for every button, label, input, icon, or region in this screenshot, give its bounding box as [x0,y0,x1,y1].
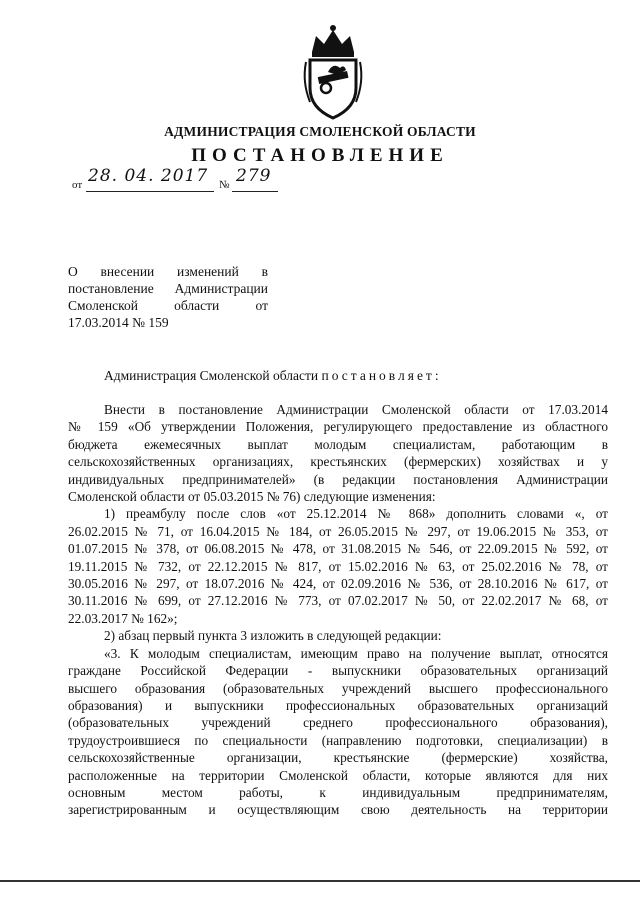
page-bottom-divider [0,880,640,882]
number-label: № [219,179,230,191]
body-line: индивидуальных предпринимателей» (в редакции постановления Администрации [68,471,608,487]
body-line: 30.11.2016 № 699, от 27.12.2016 № 773, от 07.02.2017 № 50, от 22.02.2017 № 68, от [68,593,608,609]
intro-text: Администрация Смоленской области [104,368,322,383]
body-line: основным местом работы, к индивидуальным предпринимателям, [68,784,608,800]
document-body [68,401,608,819]
intro-spaced-word: постановляет: [321,368,442,383]
smolensk-coat-of-arms-icon [298,22,368,122]
subject-line: постановление Администрации [68,281,268,296]
subject-line: 17.03.2014 № 159 [68,315,169,330]
body-line: Внести в постановление Администрации Смоленской области от 17.03.2014 [104,402,608,417]
organization-title: АДМИНИСТРАЦИЯ СМОЛЕНСКОЙ ОБЛАСТИ [164,124,476,139]
date-number-line [72,166,372,194]
body-line: расположенные на территории Смоленской области, которые являются для них [68,767,608,783]
body-line: сельскохозяйственных организациях, крестьянских (фермерских) хозяйствах и у [68,454,608,470]
body-line: высшего образования (образовательных учреждений высшего профессионального [68,680,608,696]
body-line: 30.05.2016 № 297, от 18.07.2016 № 424, от 02.09.2016 № 536, от 28.10.2016 № 617, от [68,576,608,592]
body-line: трудоустроившиеся по специальности (направлению подготовки, специализации) в [68,732,608,748]
body-line: 19.11.2015 № 732, от 22.12.2015 № 817, от 15.02.2016 № 63, от 25.02.2016 № 78, от [68,558,608,574]
body-line: 22.03.2017 № 162»; [68,610,178,626]
body-line: 1) преамбулу после слов «от 25.12.2014 № 868» дополнить словами «, от [104,506,608,522]
document-subject [68,263,268,331]
resolution-intro [104,368,442,384]
body-line: граждане Российской Федерации - выпускники образовательных организаций [68,663,608,679]
document-type-title: ПОСТАНОВЛЕНИЕ [191,145,449,166]
body-line: зарегистрированным и осуществляющим свою деятельность на территории [68,802,608,818]
number-underline [232,191,278,192]
body-line: Смоленской области от 05.03.2015 № 76) следующие изменения: [68,489,436,505]
handwritten-number: 279 [236,166,272,186]
body-line: 2) абзац первый пункта 3 изложить в следующей редакции: [104,628,442,644]
date-from-label: от [72,179,83,191]
body-line: бюджета ежемесячных выплат молодым специалистам, работающим в [68,436,608,452]
body-line: «3. К молодым специалистам, имеющим право на получение выплат, относятся [104,645,608,661]
body-line: образования) и выпускники профессиональных образовательных организаций [68,697,608,713]
handwritten-date: 28. 04. 2017 [88,166,209,186]
subject-line: О внесении изменений в [68,264,268,279]
body-line: (образовательных учреждений среднего профессионального образования), [68,715,608,731]
subject-line: Смоленской области от [68,298,268,313]
body-line: сельскохозяйственные организации, крестьянские (фермерские) хозяйства, [68,750,608,766]
body-line: 26.02.2015 № 71, от 16.04.2015 № 184, от 26.05.2015 № 297, от 19.06.2015 № 353, от [68,523,608,539]
body-line: 01.07.2015 № 378, от 06.08.2015 № 478, от 31.08.2015 № 546, от 22.09.2015 № 592, от [68,541,608,557]
body-line: № 159 «Об утверждении Положения, регулирующего предоставление из областного [68,419,608,435]
date-underline [86,191,214,192]
